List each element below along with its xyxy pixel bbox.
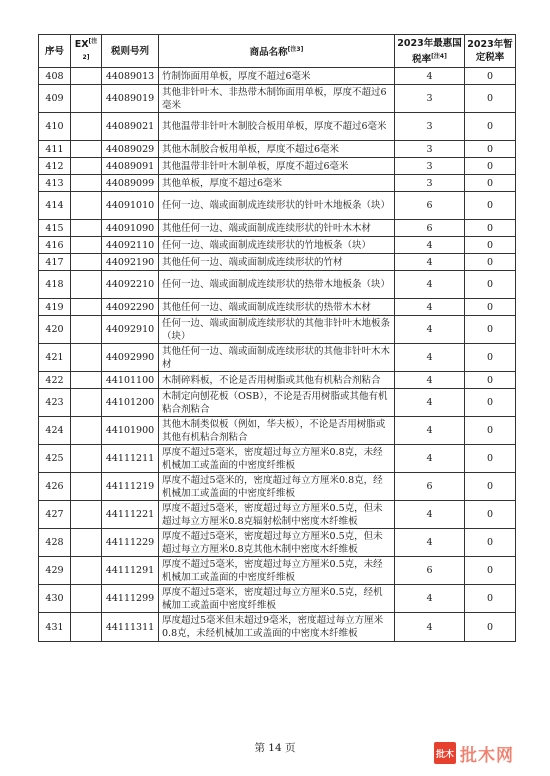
code-cell: 44111299 <box>102 585 159 613</box>
code-cell: 44089099 <box>102 175 159 192</box>
ex-cell <box>71 68 102 85</box>
code-cell: 44092210 <box>102 271 159 299</box>
mfn-rate-cell: 6 <box>395 473 465 501</box>
ex-cell <box>71 613 102 642</box>
mfn-rate-cell: 4 <box>395 271 465 299</box>
name-cell: 任何一边、端或面制成连续形状的热带木地板条（块） <box>159 271 395 299</box>
code-cell: 44092990 <box>102 344 159 372</box>
seq-cell: 425 <box>39 445 71 473</box>
seq-cell: 427 <box>39 501 71 529</box>
seq-cell: 417 <box>39 254 71 271</box>
ex-cell <box>71 585 102 613</box>
provisional-rate-cell: 0 <box>465 585 516 613</box>
table-row <box>39 372 516 389</box>
seq-cell: 410 <box>39 113 71 141</box>
name-cell: 其他任何一边、端或面制成连续形状的热带木木材 <box>159 299 395 316</box>
mfn-rate-cell: 3 <box>395 141 465 158</box>
table-row <box>39 254 516 271</box>
name-cell: 其他单板，厚度不超过6毫米 <box>159 175 395 192</box>
table-row <box>39 501 516 529</box>
mfn-rate-cell: 4 <box>395 417 465 445</box>
table-row <box>39 613 516 642</box>
name-cell: 其他任何一边、端或面制成连续形状的竹材 <box>159 254 395 271</box>
ex-cell <box>71 473 102 501</box>
ex-cell <box>71 85 102 113</box>
code-cell: 44092190 <box>102 254 159 271</box>
table-row <box>39 445 516 473</box>
seq-cell: 408 <box>39 68 71 85</box>
table-row <box>39 316 516 344</box>
name-cell: 其他温带非针叶木制单板，厚度不超过6毫米 <box>159 158 395 175</box>
table-row <box>39 237 516 254</box>
seq-cell: 428 <box>39 529 71 557</box>
provisional-rate-cell: 0 <box>465 192 516 220</box>
seq-cell: 422 <box>39 372 71 389</box>
ex-cell <box>71 299 102 316</box>
header-mfn-note: [注4] <box>431 52 447 60</box>
provisional-rate-cell: 0 <box>465 613 516 642</box>
provisional-rate-cell: 0 <box>465 68 516 85</box>
header-name-note: [注3] <box>287 46 304 54</box>
table-row <box>39 299 516 316</box>
header-name: 商品名称[注3] <box>159 35 395 68</box>
ex-cell <box>71 141 102 158</box>
table-row <box>39 175 516 192</box>
seq-cell: 429 <box>39 557 71 585</box>
mfn-rate-cell: 6 <box>395 192 465 220</box>
page-number: 第 14 页 <box>254 742 296 754</box>
seq-cell: 431 <box>39 613 71 642</box>
seq-cell: 426 <box>39 473 71 501</box>
provisional-rate-cell: 0 <box>465 299 516 316</box>
mfn-rate-cell: 4 <box>395 237 465 254</box>
provisional-rate-cell: 0 <box>465 85 516 113</box>
ex-cell <box>71 175 102 192</box>
seq-cell: 415 <box>39 220 71 237</box>
provisional-rate-cell: 0 <box>465 175 516 192</box>
code-cell: 44092910 <box>102 316 159 344</box>
name-cell: 厚度不超过5毫米，密度超过每立方厘米0.5克，但未超过每立方厘米0.8克其他木制中密度木纤维板 <box>159 529 395 557</box>
name-cell: 厚度不超过5毫米，密度超过每立方厘米0.8克，未经机械加工或盖面的中密度纤维板 <box>159 445 395 473</box>
provisional-rate-cell: 0 <box>465 141 516 158</box>
code-cell: 44091010 <box>102 192 159 220</box>
seq-cell: 416 <box>39 237 71 254</box>
seq-cell: 423 <box>39 389 71 417</box>
mfn-rate-cell: 4 <box>395 68 465 85</box>
mfn-rate-cell: 6 <box>395 220 465 237</box>
provisional-rate-cell: 0 <box>465 344 516 372</box>
mfn-rate-cell: 4 <box>395 299 465 316</box>
provisional-rate-cell: 0 <box>465 220 516 237</box>
table-row <box>39 389 516 417</box>
mfn-rate-cell: 3 <box>395 85 465 113</box>
ex-cell <box>71 271 102 299</box>
provisional-rate-cell: 0 <box>465 316 516 344</box>
header-row <box>39 35 516 68</box>
ex-cell <box>71 417 102 445</box>
provisional-rate-cell: 0 <box>465 473 516 501</box>
provisional-rate-cell: 0 <box>465 529 516 557</box>
provisional-rate-cell: 0 <box>465 389 516 417</box>
name-cell: 任何一边、端或面制成连续形状的其他非针叶木地板条（块） <box>159 316 395 344</box>
name-cell: 厚度不超过5毫米的，密度超过每立方厘米0.8克，经机械加工或盖面的中密度纤维板 <box>159 473 395 501</box>
ex-cell <box>71 389 102 417</box>
code-cell: 44089091 <box>102 158 159 175</box>
ex-cell <box>71 316 102 344</box>
provisional-rate-cell: 0 <box>465 445 516 473</box>
table-row <box>39 344 516 372</box>
code-cell: 44111291 <box>102 557 159 585</box>
provisional-rate-cell: 0 <box>465 254 516 271</box>
name-cell: 任何一边、端或面制成连续形状的竹地板条（块） <box>159 237 395 254</box>
code-cell: 44092110 <box>102 237 159 254</box>
ex-cell <box>71 254 102 271</box>
name-cell: 其他温带非针叶木制胶合板用单板，厚度不超过6毫米 <box>159 113 395 141</box>
ex-cell <box>71 529 102 557</box>
name-cell: 其他任何一边、端或面制成连续形状的其他非针叶木木材 <box>159 344 395 372</box>
table-row <box>39 141 516 158</box>
mfn-rate-cell: 4 <box>395 372 465 389</box>
provisional-rate-cell: 0 <box>465 113 516 141</box>
ex-cell <box>71 501 102 529</box>
provisional-rate-cell: 0 <box>465 501 516 529</box>
seq-cell: 418 <box>39 271 71 299</box>
mfn-rate-cell: 4 <box>395 445 465 473</box>
provisional-rate-cell: 0 <box>465 557 516 585</box>
table-row <box>39 417 516 445</box>
table-row <box>39 220 516 237</box>
mfn-rate-cell: 4 <box>395 529 465 557</box>
table-body <box>39 68 516 642</box>
seq-cell: 411 <box>39 141 71 158</box>
header-ex-note: [注2] <box>82 38 98 62</box>
seq-cell: 412 <box>39 158 71 175</box>
provisional-rate-cell: 0 <box>465 271 516 299</box>
watermark-logo <box>434 742 514 764</box>
watermark-text: 批木网 <box>460 745 514 766</box>
name-cell: 厚度不超过5毫米，密度超过每立方厘米0.5克，但未超过每立方厘米0.8克辐射松制中密度木纤维板 <box>159 501 395 529</box>
table-row <box>39 113 516 141</box>
mfn-rate-cell: 4 <box>395 389 465 417</box>
code-cell: 44089029 <box>102 141 159 158</box>
ex-cell <box>71 237 102 254</box>
code-cell: 44101900 <box>102 417 159 445</box>
code-cell: 44089013 <box>102 68 159 85</box>
code-cell: 44089019 <box>102 85 159 113</box>
seq-cell: 409 <box>39 85 71 113</box>
provisional-rate-cell: 0 <box>465 417 516 445</box>
ex-cell <box>71 372 102 389</box>
table-row <box>39 158 516 175</box>
table-row <box>39 473 516 501</box>
mfn-rate-cell: 4 <box>395 254 465 271</box>
ex-cell <box>71 344 102 372</box>
ex-cell <box>71 445 102 473</box>
ex-cell <box>71 192 102 220</box>
seq-cell: 419 <box>39 299 71 316</box>
provisional-rate-cell: 0 <box>465 158 516 175</box>
name-cell: 木制定向刨花板（OSB），不论是否用树脂或其他有机粘合剂粘合 <box>159 389 395 417</box>
table-row <box>39 557 516 585</box>
mfn-rate-cell: 3 <box>395 113 465 141</box>
mfn-rate-cell: 4 <box>395 613 465 642</box>
name-cell: 竹制饰面用单板，厚度不超过6毫米 <box>159 68 395 85</box>
code-cell: 44111211 <box>102 445 159 473</box>
code-cell: 44111219 <box>102 473 159 501</box>
seq-cell: 420 <box>39 316 71 344</box>
code-cell: 44111311 <box>102 613 159 642</box>
mfn-rate-cell: 3 <box>395 175 465 192</box>
header-provisional-rate: 2023年暂定税率 <box>465 35 516 68</box>
seq-cell: 424 <box>39 417 71 445</box>
name-cell: 其他木制类似板（例如，华夫板），不论是否用树脂或其他有机粘合剂粘合 <box>159 417 395 445</box>
mfn-rate-cell: 6 <box>395 557 465 585</box>
watermark-badge: 批木 <box>434 742 456 764</box>
code-cell: 44092290 <box>102 299 159 316</box>
provisional-rate-cell: 0 <box>465 372 516 389</box>
provisional-rate-cell: 0 <box>465 237 516 254</box>
header-code: 税则号列 <box>102 35 159 68</box>
header-ex: EX[注2] <box>71 35 102 68</box>
mfn-rate-cell: 4 <box>395 316 465 344</box>
ex-cell <box>71 158 102 175</box>
code-cell: 44089021 <box>102 113 159 141</box>
seq-cell: 421 <box>39 344 71 372</box>
table-row <box>39 85 516 113</box>
name-cell: 木制碎料板，不论是否用树脂或其他有机粘合剂粘合 <box>159 372 395 389</box>
ex-cell <box>71 220 102 237</box>
table-row <box>39 585 516 613</box>
ex-cell <box>71 557 102 585</box>
name-cell: 厚度超过5毫米但未超过9毫米，密度超过每立方厘米0.8克，未经机械加工或盖面的中密度木纤维板 <box>159 613 395 642</box>
code-cell: 44111221 <box>102 501 159 529</box>
code-cell: 44111229 <box>102 529 159 557</box>
seq-cell: 414 <box>39 192 71 220</box>
name-cell: 任何一边、端或面制成连续形状的针叶木地板条（块） <box>159 192 395 220</box>
header-seq: 序号 <box>39 35 71 68</box>
table-row <box>39 68 516 85</box>
code-cell: 44101200 <box>102 389 159 417</box>
table-row <box>39 271 516 299</box>
tariff-table <box>38 34 516 642</box>
seq-cell: 413 <box>39 175 71 192</box>
name-cell: 其他任何一边、端或面制成连续形状的针叶木木材 <box>159 220 395 237</box>
header-mfn-rate: 2023年最惠国税率[注4] <box>395 35 465 68</box>
table-row <box>39 529 516 557</box>
name-cell: 厚度不超过5毫米，密度超过每立方厘米0.5克，经机械加工或盖面中密度纤维板 <box>159 585 395 613</box>
ex-cell <box>71 113 102 141</box>
mfn-rate-cell: 3 <box>395 158 465 175</box>
name-cell: 其他非针叶木、非热带木制饰面用单板，厚度不超过6毫米 <box>159 85 395 113</box>
mfn-rate-cell: 4 <box>395 585 465 613</box>
name-cell: 其他木制胶合板用单板，厚度不超过6毫米 <box>159 141 395 158</box>
mfn-rate-cell: 4 <box>395 344 465 372</box>
code-cell: 44091090 <box>102 220 159 237</box>
code-cell: 44101100 <box>102 372 159 389</box>
name-cell: 厚度不超过5毫米，密度超过每立方厘米0.5克，未经机械加工或盖面的中密度纤维板 <box>159 557 395 585</box>
mfn-rate-cell: 4 <box>395 501 465 529</box>
table-row <box>39 192 516 220</box>
seq-cell: 430 <box>39 585 71 613</box>
